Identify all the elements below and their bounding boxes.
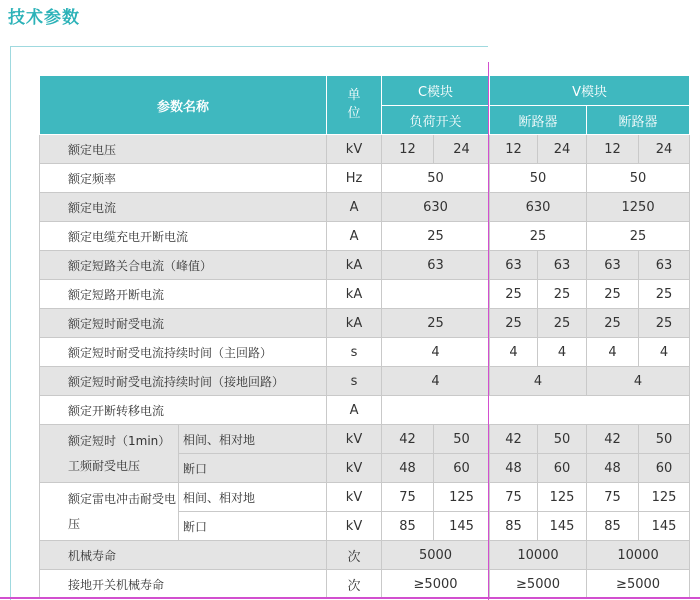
cell-value: 4: [587, 367, 690, 396]
cell-value: 63: [538, 251, 587, 280]
cell-value: 25: [538, 280, 587, 309]
cell-value: 60: [639, 454, 690, 483]
page-title: 技术参数: [8, 8, 80, 28]
cell-value: 12: [382, 135, 434, 164]
cell-value: 25: [490, 222, 587, 251]
row-unit: kV: [327, 512, 382, 541]
cell-value: 85: [490, 512, 538, 541]
header-load-switch: 负荷开关: [382, 106, 490, 135]
row-sub-name: 相间、相对地: [179, 425, 327, 454]
cell-value: 24: [538, 135, 587, 164]
row-unit: A: [327, 396, 382, 425]
cell-value: 85: [382, 512, 434, 541]
cell-value: 48: [587, 454, 639, 483]
cell-value: 63: [587, 251, 639, 280]
cell-value: 12: [587, 135, 639, 164]
header-breaker-2: 断路器: [587, 106, 690, 135]
row-name: 额定短时耐受电流: [40, 309, 327, 338]
cell-value: 25: [382, 309, 490, 338]
cell-value: 63: [639, 251, 690, 280]
row-unit: kV: [327, 454, 382, 483]
cell-value: [382, 280, 490, 309]
cell-value: 24: [434, 135, 490, 164]
row-unit: A: [327, 193, 382, 222]
cell-value: 25: [639, 280, 690, 309]
cell-value: 50: [587, 164, 690, 193]
cell-value: 48: [490, 454, 538, 483]
row-sub-name: 相间、相对地: [179, 483, 327, 512]
cell-value: ≥5000: [587, 570, 690, 599]
table-row: [40, 396, 690, 425]
cell-value: 85: [587, 512, 639, 541]
cell-value: 630: [382, 193, 490, 222]
cell-value: 145: [434, 512, 490, 541]
cell-value: 42: [382, 425, 434, 454]
cell-value: 25: [639, 309, 690, 338]
header-breaker-1: 断路器: [490, 106, 587, 135]
cell-value: 50: [490, 164, 587, 193]
row-name: 额定短路开断电流: [40, 280, 327, 309]
cell-value: 60: [538, 454, 587, 483]
cell-value: 42: [587, 425, 639, 454]
cell-value: 24: [639, 135, 690, 164]
row-sub-name: 断口: [179, 512, 327, 541]
cell-value: 10000: [587, 541, 690, 570]
cell-value: ≥5000: [382, 570, 490, 599]
frame-left-line: [10, 46, 11, 600]
cell-value: 4: [639, 338, 690, 367]
row-unit: kV: [327, 135, 382, 164]
row-unit: s: [327, 338, 382, 367]
table-row: [40, 135, 690, 164]
cell-value: 25: [490, 280, 538, 309]
table-row: [40, 367, 690, 396]
cell-value: 48: [382, 454, 434, 483]
cell-value: 1250: [587, 193, 690, 222]
row-unit: 次: [327, 541, 382, 570]
cell-value: 12: [490, 135, 538, 164]
cell-value: 145: [538, 512, 587, 541]
cell-value: 50: [639, 425, 690, 454]
cell-value: 145: [639, 512, 690, 541]
row-unit: kA: [327, 251, 382, 280]
cell-value: 75: [382, 483, 434, 512]
cell-value: 4: [382, 367, 490, 396]
table-row: [40, 193, 690, 222]
cell-value: 4: [490, 367, 587, 396]
cell-value: 5000: [382, 541, 490, 570]
row-name: 额定频率: [40, 164, 327, 193]
cell-value: 25: [382, 222, 490, 251]
spec-table: [39, 75, 690, 599]
cell-value: 125: [639, 483, 690, 512]
table-row: [40, 541, 690, 570]
cell-value: 25: [587, 309, 639, 338]
table-row: [40, 222, 690, 251]
table-row: [40, 570, 690, 599]
magenta-guide-vertical: [488, 62, 489, 600]
table-row: [40, 251, 690, 280]
cell-value: 125: [538, 483, 587, 512]
row-name: 额定短时耐受电流持续时间（主回路）: [40, 338, 327, 367]
row-name: 接地开关机械寿命: [40, 570, 327, 599]
row-unit: Hz: [327, 164, 382, 193]
cell-value: ≥5000: [490, 570, 587, 599]
row-unit: 次: [327, 570, 382, 599]
cell-value: 25: [587, 280, 639, 309]
cell-value: 4: [587, 338, 639, 367]
cell-value: 75: [587, 483, 639, 512]
row-name: 额定短时耐受电流持续时间（接地回路）: [40, 367, 327, 396]
row-unit: kA: [327, 280, 382, 309]
cell-value: 25: [587, 222, 690, 251]
row-name: 额定电压: [40, 135, 327, 164]
cell-value: 125: [434, 483, 490, 512]
table-row: [40, 338, 690, 367]
cell-value: 10000: [490, 541, 587, 570]
table-row: [40, 309, 690, 338]
row-group-name: 额定短时（1min）工频耐受电压: [40, 425, 179, 483]
row-unit: kA: [327, 309, 382, 338]
header-row-1: [40, 76, 690, 106]
cell-value: 60: [434, 454, 490, 483]
header-param-name: 参数名称: [40, 76, 327, 135]
row-name: 额定开断转移电流: [40, 396, 327, 425]
row-name: 额定短路关合电流（峰值）: [40, 251, 327, 280]
header-c-module: C模块: [382, 76, 490, 106]
row-name: 机械寿命: [40, 541, 327, 570]
header-v-module: V模块: [490, 76, 690, 106]
row-unit: kV: [327, 483, 382, 512]
table-row: [40, 483, 690, 512]
row-sub-name: 断口: [179, 454, 327, 483]
frame-top-line: [10, 46, 488, 47]
row-group-name: 额定雷电冲击耐受电压: [40, 483, 179, 541]
row-name: 额定电流: [40, 193, 327, 222]
cell-value: 25: [490, 309, 538, 338]
table-row: [40, 280, 690, 309]
cell-value: 75: [490, 483, 538, 512]
row-unit: kV: [327, 425, 382, 454]
header-unit: [327, 76, 382, 135]
cell-value: 50: [382, 164, 490, 193]
table-row: [40, 164, 690, 193]
cell-empty: [382, 396, 690, 425]
cell-value: 4: [538, 338, 587, 367]
header-unit-label: 单位: [347, 88, 361, 121]
row-name: 额定电缆充电开断电流: [40, 222, 327, 251]
cell-value: 4: [382, 338, 490, 367]
cell-value: 42: [490, 425, 538, 454]
cell-value: 50: [434, 425, 490, 454]
magenta-guide-horizontal: [0, 597, 700, 599]
cell-value: 63: [382, 251, 490, 280]
cell-value: 25: [538, 309, 587, 338]
cell-value: 50: [538, 425, 587, 454]
row-unit: A: [327, 222, 382, 251]
table-row: [40, 425, 690, 454]
cell-value: 63: [490, 251, 538, 280]
row-unit: s: [327, 367, 382, 396]
cell-value: 630: [490, 193, 587, 222]
cell-value: 4: [490, 338, 538, 367]
